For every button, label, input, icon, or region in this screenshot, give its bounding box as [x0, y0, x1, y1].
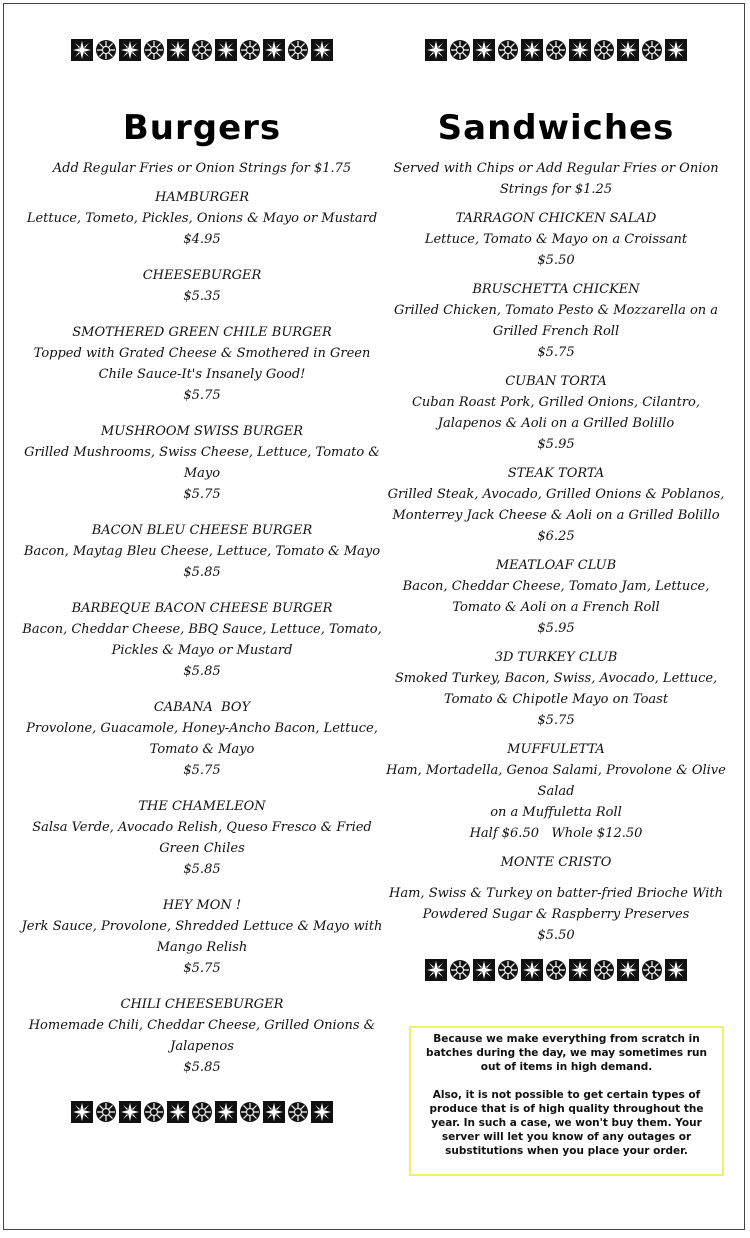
burgers-heading: Burgers [122, 108, 282, 148]
sun-ornament-icon [641, 39, 663, 61]
flower-ornament-icon [473, 39, 495, 61]
flower-ornament-icon [215, 39, 237, 61]
sun-ornament-icon [95, 1101, 117, 1123]
flower-ornament-icon [263, 1101, 285, 1123]
sun-ornament-icon [287, 39, 309, 61]
flower-ornament-icon [665, 959, 687, 981]
item-price: $5.85 [183, 664, 221, 679]
flower-ornament-icon [119, 39, 141, 61]
flower-ornament-icon [569, 39, 591, 61]
item-desc: Bacon, Cheddar Cheese, Tomato Jam, Lettuce, Tomato & Aoli on a French Roll [402, 579, 710, 615]
flower-ornament-icon [167, 1101, 189, 1123]
burger-item-bbq-bacon [18, 598, 386, 682]
flower-ornament-icon [665, 39, 687, 61]
sandwich-item-meatloaf-club [380, 555, 732, 639]
burger-item-cheeseburger [18, 265, 386, 307]
item-desc: Salsa Verde, Avocado Relish, Queso Fresco & Fried Green Chiles [32, 820, 372, 856]
item-price: $5.75 [183, 487, 221, 502]
flower-ornament-icon [311, 1101, 333, 1123]
item-price: $5.95 [537, 621, 575, 636]
burger-item-hamburger [18, 187, 386, 250]
flower-ornament-icon [215, 1101, 237, 1123]
item-price: $4.95 [183, 232, 221, 247]
flower-ornament-icon [425, 959, 447, 981]
burger-item-bacon-bleu [18, 520, 386, 583]
item-price: $5.95 [537, 437, 575, 452]
item-price: $5.75 [537, 713, 575, 728]
item-name: THE CHAMELEON [138, 799, 266, 814]
item-desc: Topped with Grated Cheese & Smothered in Green Chile Sauce-It's Insanely Good! [33, 346, 371, 382]
item-price: $6.25 [537, 529, 575, 544]
sun-ornament-icon [449, 959, 471, 981]
item-name: CABANA BOY [153, 700, 251, 715]
sun-ornament-icon [641, 959, 663, 981]
sun-ornament-icon [497, 39, 519, 61]
menu-page [3, 3, 745, 1230]
sandwiches-heading: Sandwiches [437, 108, 675, 148]
item-price: $5.85 [183, 1060, 221, 1075]
flower-ornament-icon [167, 39, 189, 61]
item-name: MUFFULETTA [507, 742, 605, 757]
flower-ornament-icon [521, 39, 543, 61]
item-name: HAMBURGER [155, 190, 249, 205]
item-desc: Ham, Swiss & Turkey on batter-fried Brioche With Powdered Sugar & Raspberry Preserves [389, 886, 723, 922]
burger-item-chili-cheeseburger [18, 994, 386, 1078]
item-name: STEAK TORTA [507, 466, 605, 481]
item-name: 3D TURKEY CLUB [494, 650, 618, 665]
item-name: MONTE CRISTO [500, 855, 612, 870]
item-desc: Bacon, Cheddar Cheese, BBQ Sauce, Lettuce, Tomato, Pickles & Mayo or Mustard [22, 622, 382, 658]
sandwich-item-tarragon [380, 208, 732, 271]
sun-ornament-icon [497, 959, 519, 981]
sandwiches-intro: Served with Chips or Add Regular Fries or Onion Strings for $1.25 [393, 161, 719, 197]
item-desc: Ham, Mortadella, Genoa Salami, Provolone & Olive Salad [386, 763, 726, 799]
flower-ornament-icon [263, 39, 285, 61]
flower-ornament-icon [71, 1101, 93, 1123]
flower-ornament-icon [71, 39, 93, 61]
item-price: $5.75 [183, 388, 221, 403]
decorative-band-top-left [18, 30, 386, 70]
sun-ornament-icon [545, 39, 567, 61]
sandwich-item-monte-cristo [380, 852, 732, 946]
item-desc: Lettuce, Tomato & Mayo on a Croissant [424, 232, 688, 247]
item-name: CHILI CHEESEBURGER [120, 997, 284, 1012]
item-price: $5.75 [183, 763, 221, 778]
item-name: BACON BLEU CHEESE BURGER [91, 523, 313, 538]
item-price: $5.75 [537, 345, 575, 360]
decorative-band-top-right [380, 30, 732, 70]
sandwich-item-muffuletta [380, 739, 732, 844]
flower-ornament-icon [119, 1101, 141, 1123]
sun-ornament-icon [143, 1101, 165, 1123]
item-desc: Provolone, Guacamole, Honey-Ancho Bacon, Lettuce, Tomato & Mayo [26, 721, 378, 757]
item-name: BARBEQUE BACON CHEESE BURGER [71, 601, 333, 616]
item-name: CUBAN TORTA [505, 374, 607, 389]
sun-ornament-icon [593, 959, 615, 981]
item-desc: Grilled Chicken, Tomato Pesto & Mozzarella on a Grilled French Roll [393, 303, 719, 339]
sandwich-item-turkey-club [380, 647, 732, 731]
sun-ornament-icon [449, 39, 471, 61]
notice-paragraph-1: Because we make everything from scratch in batches during the day, we may sometimes run out of items in high demand. [426, 1033, 707, 1074]
item-price: $5.75 [183, 961, 221, 976]
flower-ornament-icon [521, 959, 543, 981]
item-price: $5.50 [537, 253, 575, 268]
burger-item-mushroom-swiss [18, 421, 386, 505]
sun-ornament-icon [143, 39, 165, 61]
sun-ornament-icon [545, 959, 567, 981]
burger-item-smothered-green-chile [18, 322, 386, 406]
item-name: MEATLOAF CLUB [495, 558, 617, 573]
item-name: MUSHROOM SWISS BURGER [100, 424, 304, 439]
notice-paragraph-2: Also, it is not possible to get certain types of produce that is of high quality throughout the year. In such a case, we won't buy them. Your server will let you know of any outages or substitutions when you place your order. [429, 1088, 704, 1158]
sun-ornament-icon [191, 1101, 213, 1123]
item-desc: Bacon, Maytag Bleu Cheese, Lettuce, Tomato & Mayo [23, 544, 381, 559]
item-name: TARRAGON CHICKEN SALAD [455, 211, 657, 226]
burgers-column [18, 4, 386, 1132]
item-price: $5.50 [537, 928, 575, 943]
item-price: Half $6.50 Whole $12.50 [469, 826, 643, 841]
item-desc: Grilled Steak, Avocado, Grilled Onions & Poblanos, Monterrey Jack Cheese & Aoli on a Grilled Bolillo [387, 487, 725, 523]
sun-ornament-icon [191, 39, 213, 61]
item-name: SMOTHERED GREEN CHILE BURGER [72, 325, 332, 340]
item-price: $5.85 [183, 565, 221, 580]
sun-ornament-icon [95, 39, 117, 61]
notice-box [409, 1026, 724, 1176]
sandwich-item-bruschetta [380, 279, 732, 363]
sandwich-item-cuban-torta [380, 371, 732, 455]
sandwiches-column [380, 4, 732, 990]
decorative-band-middle-right [380, 950, 732, 990]
item-desc: Lettuce, Tometo, Pickles, Onions & Mayo or Mustard [26, 211, 378, 226]
item-price: $5.35 [183, 289, 221, 304]
item-desc: Jerk Sauce, Provolone, Shredded Lettuce & Mayo with Mango Relish [21, 919, 383, 955]
burgers-intro: Add Regular Fries or Onion Strings for $1.75 [52, 161, 352, 176]
flower-ornament-icon [617, 959, 639, 981]
flower-ornament-icon [425, 39, 447, 61]
item-desc: Smoked Turkey, Bacon, Swiss, Avocado, Lettuce, Tomato & Chipotle Mayo on Toast [394, 671, 718, 707]
item-desc: Grilled Mushrooms, Swiss Cheese, Lettuce, Tomato & Mayo [24, 445, 380, 481]
item-name: BRUSCHETTA CHICKEN [472, 282, 640, 297]
item-desc: Homemade Chili, Cheddar Cheese, Grilled Onions & Jalapenos [28, 1018, 376, 1054]
sun-ornament-icon [287, 1101, 309, 1123]
item-price: $5.85 [183, 862, 221, 877]
sun-ornament-icon [239, 39, 261, 61]
flower-ornament-icon [617, 39, 639, 61]
burger-item-chameleon [18, 796, 386, 880]
burger-item-hey-mon [18, 895, 386, 979]
decorative-band-bottom-left [18, 1092, 386, 1132]
sun-ornament-icon [593, 39, 615, 61]
item-name: HEY MON ! [162, 898, 242, 913]
burger-item-cabana-boy [18, 697, 386, 781]
item-desc-2: on a Muffuletta Roll [490, 805, 622, 820]
flower-ornament-icon [569, 959, 591, 981]
item-desc: Cuban Roast Pork, Grilled Onions, Cilantro, Jalapenos & Aoli on a Grilled Bolillo [411, 395, 701, 431]
flower-ornament-icon [311, 39, 333, 61]
item-name: CHEESEBURGER [142, 268, 262, 283]
sun-ornament-icon [239, 1101, 261, 1123]
sandwich-item-steak-torta [380, 463, 732, 547]
flower-ornament-icon [473, 959, 495, 981]
